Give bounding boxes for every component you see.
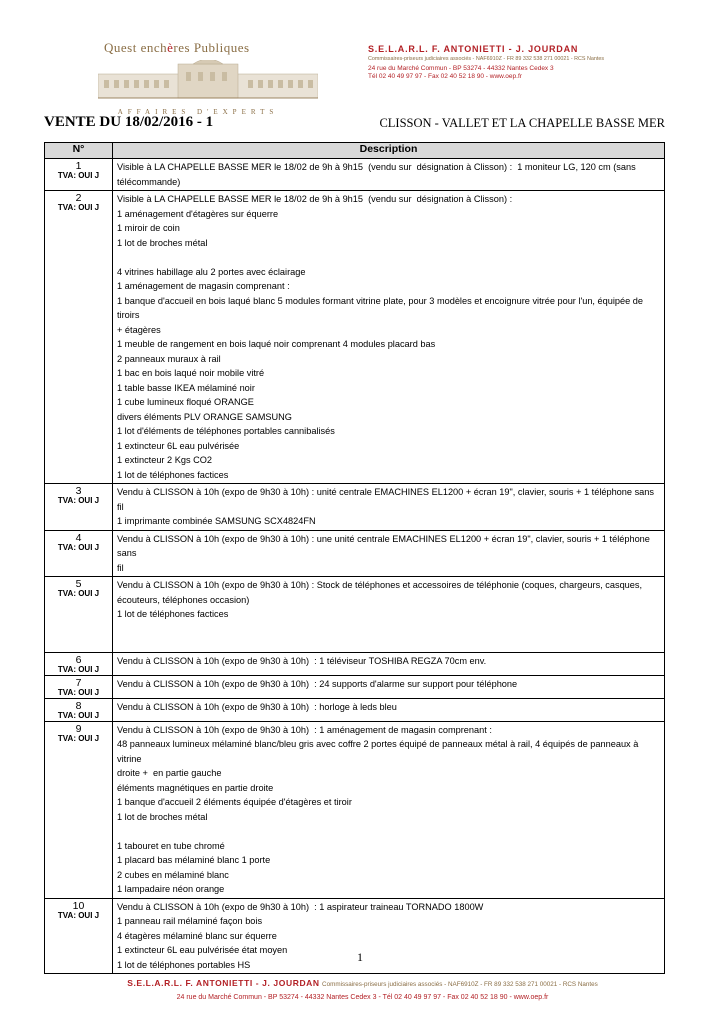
lot-number: 7 [75,676,82,689]
description-line: 2 panneaux muraux à rail [117,353,221,364]
building-illustration [98,60,318,100]
lots-table [44,142,665,974]
tva-label: TVA: OUI J [57,664,100,674]
description-line: 1 lot de téléphones factices [117,609,229,619]
tva-label: TVA: OUI J [57,171,100,180]
tva-label: TVA: OUI J [57,910,100,920]
description-line: 1 lot de broches métal [117,811,208,822]
description-line: éléments magnétiques en partie droite [117,782,274,793]
sale-title: VENTE DU 18/02/2016 - 1 [44,114,214,130]
lot-description-cell [113,898,665,974]
description-line: Vendu à CLISSON à 10h (expo de 9h30 à 10h) : une unité centrale EMACHINES EL1200 + écran 19", clavier, souris + 1 téléphone sans [117,533,653,558]
description-line: 1 aménagement de magasin comprenant : [117,281,290,291]
tva-label: TVA: OUI J [57,589,100,598]
lot-description-cell [113,698,665,721]
lot-number-cell [45,191,113,484]
description-line: Vendu à CLISSON à 10h (expo de 9h30 à 10h) : 1 téléviseur TOSHIBA REGZA 70cm env. [117,655,487,666]
description-line: 1 banque d'accueil 2 éléments équipée d'étagères et tiroir [117,797,352,807]
tva-label: TVA: OUI J [57,496,100,505]
description-line: droite + en partie gauche [117,768,222,778]
description-line: Vendu à CLISSON à 10h (expo de 9h30 à 10h) : Stock de téléphones et accessoires de téléphonie (coques, chargeurs, casques, [117,580,643,590]
lot-number: 9 [75,722,82,735]
lot-number: 8 [75,699,82,712]
footer-address: 24 rue du Marché Commun - BP 53274 - 44332 Nantes Cedex 3 - Tél 02 40 49 97 97 - Fax 02 40 52 18 90 - www.oep.fr [176,994,549,1001]
lot-description-cell [113,652,665,675]
lot-number-cell [45,721,113,898]
description-line: 4 étagères mélaminé blanc sur équerre [117,930,277,941]
description-line: 1 cube lumineux floqué ORANGE [117,397,254,407]
description-line: Vendu à CLISSON à 10h (expo de 9h30 à 10h) : 1 aménagement de magasin comprenant : [117,724,492,735]
description-line [117,250,660,265]
lot-description-cell [113,530,665,577]
lot-number: 4 [75,531,82,544]
lot-description-cell [113,577,665,653]
lot-number-cell [45,898,113,974]
table-row [45,898,665,974]
description-line: divers éléments PLV ORANGE SAMSUNG [117,411,292,422]
table-row [45,530,665,577]
description-line: Vendu à CLISSON à 10h (expo de 9h30 à 10h) : unité centrale EMACHINES EL1200 + écran 19", clavier, souris + 1 téléphone sans fil [117,487,657,512]
column-header-description: Description [113,143,665,159]
lot-number: 6 [75,653,82,666]
description-line: 1 banque d'accueil en bois laqué blanc 5 modules formant vitrine plate, pour 3 modèles et encoignure vitrée pour l'un, équipée de tiroirs [117,295,646,320]
tva-label: TVA: OUI J [57,733,100,743]
description-line: écouteurs, téléphones occasion) [117,594,250,605]
footer-firm-name: S.E.L.A.R.L. F. ANTONIETTI - J. JOURDAN [127,978,320,988]
lot-description-cell [113,191,665,484]
lot-description-cell [113,721,665,898]
firm-registration: Commissaires-priseurs judiciaires associés - NAF6910Z - FR 89 332 538 271 00021 - RCS Nantes [368,56,605,62]
description-line: 4 vitrines habillage alu 2 portes avec éclairage [117,266,306,277]
table-row [45,721,665,898]
lot-number-cell [45,530,113,577]
description-line: 1 miroir de coin [117,223,180,233]
description-line: 1 extincteur 6L eau pulvérisée état moyen [117,945,288,955]
lot-number-cell [45,698,113,721]
page-number: 1 [357,950,363,964]
description-line: 1 lot de téléphones factices [117,469,229,480]
table-row [45,577,665,653]
description-line: + étagères [117,324,161,335]
description-line [117,636,660,651]
description-line: Visible à LA CHAPELLE BASSE MER le 18/02 de 9h à 9h15 (vendu sur désignation à Clisson) : 1 moniteur LG, 120 cm (sans [117,162,636,172]
logo-title: Quest enchères Publiques [104,40,250,55]
table-row [45,484,665,531]
footer-firm-line [0,978,725,988]
tva-label: TVA: OUI J [57,203,100,212]
description-line: fil [117,562,124,573]
table-row [45,159,665,191]
description-line: 1 lot de broches métal [117,237,208,248]
footer-firm-registration: Commissaires-priseurs judiciaires associés - NAF6910Z - FR 89 332 538 271 00021 - RCS Nantes [322,981,598,988]
description-line: 1 lampadaire néon orange [117,884,225,894]
description-line: Visible à LA CHAPELLE BASSE MER le 18/02 de 9h à 9h15 (vendu sur désignation à Clisson) : [117,194,513,204]
column-header-number: N° [45,143,113,159]
lot-description-cell [113,484,665,531]
tva-label: TVA: OUI J [57,710,100,720]
firm-info [368,44,604,80]
description-line: télécommande) [117,176,181,187]
lot-number-cell [45,484,113,531]
description-line: 1 panneau rail mélaminé façon bois [117,916,263,926]
lot-number-cell [45,577,113,653]
description-line: 1 meuble de rangement en bois laqué noir comprenant 4 modules placard bas [117,339,436,349]
lot-number: 3 [75,485,82,497]
firm-name: S.E.L.A.R.L. F. ANTONIETTI - J. JOURDAN [368,44,579,54]
lot-description-cell [113,159,665,191]
logo-subtitle: AFFAIRES D'EXPERTS [117,108,279,116]
description-line: 1 lot d'éléments de téléphones portables cannibalisés [117,426,335,436]
description-line: 1 tabouret en tube chromé [117,840,225,851]
description-line: 1 aménagement d'étagères sur équerre [117,208,279,219]
description-line: Vendu à CLISSON à 10h (expo de 9h30 à 10h) : 1 aspirateur traineau TORNADO 1800W [117,901,484,912]
lots-table-body [45,159,665,974]
table-header-row [45,143,665,159]
lot-number: 2 [75,192,82,204]
description-line: Vendu à CLISSON à 10h (expo de 9h30 à 10h) : 24 supports d'alarme sur support pour téléphone [117,678,518,689]
lot-number-cell [45,159,113,191]
lot-number-cell [45,675,113,698]
description-line [117,622,660,637]
tva-label: TVA: OUI J [57,687,100,697]
lot-number: 10 [72,899,85,912]
description-line: 1 table basse IKEA mélaminé noir [117,382,255,393]
sale-place: CLISSON - VALLET ET LA CHAPELLE BASSE MER [379,116,665,130]
firm-address: 24 rue du Marché Commun - BP 53274 - 44332 Nantes Cedex 3 [368,65,554,72]
table-row [45,652,665,675]
description-line: 2 cubes en mélaminé blanc [117,869,229,880]
company-logo [98,22,318,116]
description-line: 1 extincteur 2 Kgs CO2 [117,455,212,465]
description-line [117,824,660,839]
description-line: 1 lot de téléphones portables HS [117,959,251,970]
description-line: 1 imprimante combinée SAMSUNG SCX4824FN [117,516,316,526]
lot-description-cell [113,675,665,698]
lot-number-cell [45,652,113,675]
tva-label: TVA: OUI J [57,542,100,552]
description-line: Vendu à CLISSON à 10h (expo de 9h30 à 10h) : horloge à leds bleu [117,701,397,712]
description-line: 1 extincteur 6L eau pulvérisée [117,440,240,451]
firm-contact: Tél 02 40 49 97 97 - Fax 02 40 52 18 90 - www.oep.fr [368,73,522,80]
description-line: 1 placard bas mélaminé blanc 1 porte [117,855,271,865]
description-line: 1 bac en bois laqué noir mobile vitré [117,368,265,378]
lot-number: 1 [75,160,82,172]
lot-number: 5 [75,578,82,590]
table-row [45,191,665,484]
table-row [45,675,665,698]
table-row [45,698,665,721]
description-line: 48 panneaux lumineux mélaminé blanc/bleu gris avec coffre 2 portes équipé de panneaux métal à rail, 4 équipés de panneaux à vitrine [117,739,641,764]
